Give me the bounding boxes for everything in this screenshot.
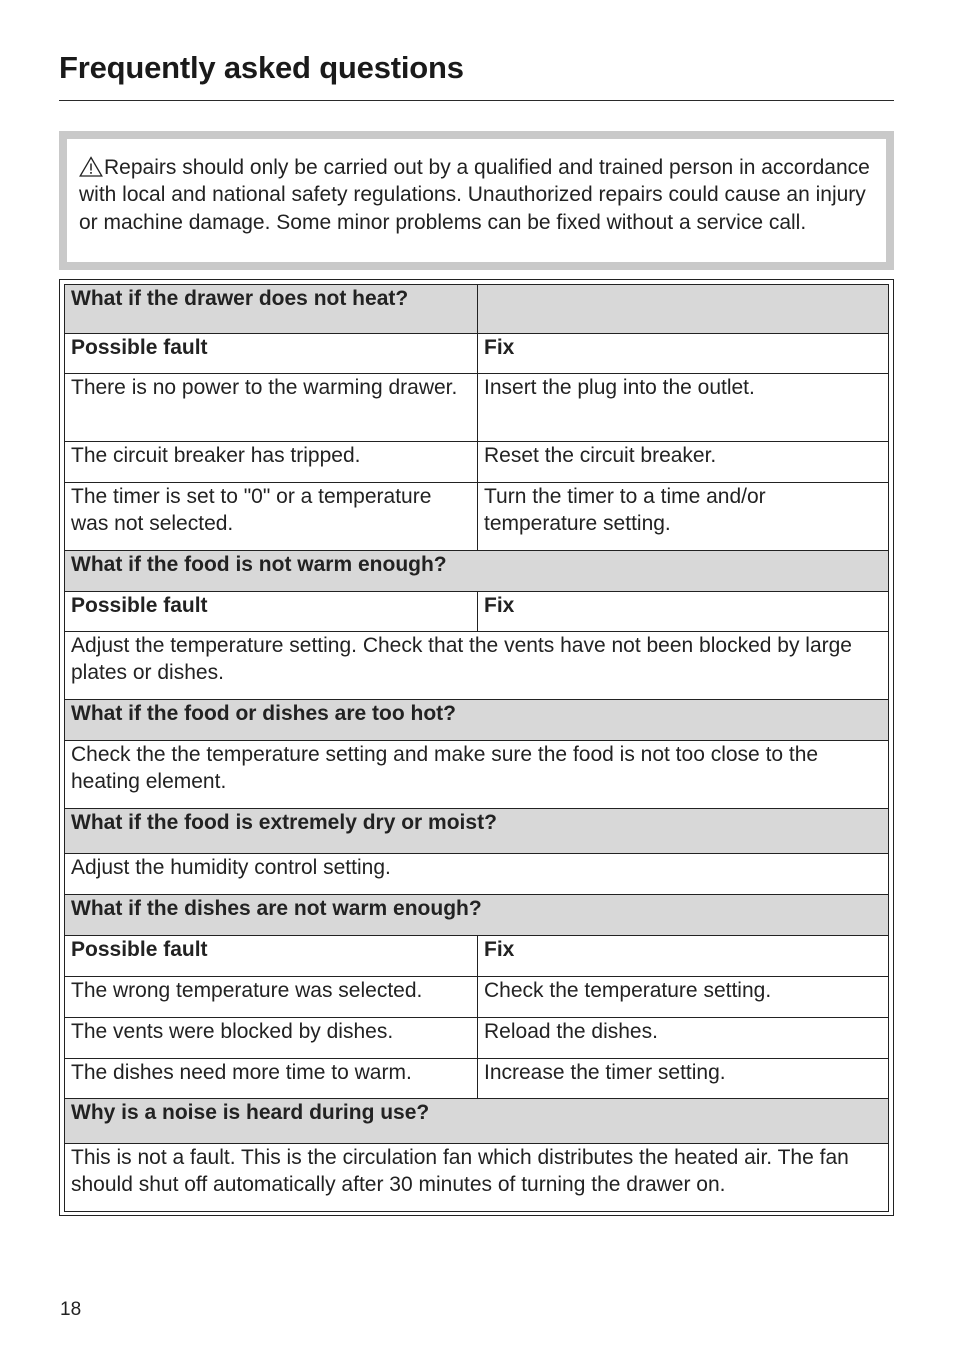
column-header-row	[65, 592, 889, 632]
section-question: What if the drawer does not heat?	[65, 285, 478, 334]
table-row	[65, 374, 889, 442]
table-row	[65, 1059, 889, 1099]
column-header-row	[65, 334, 889, 374]
section-question: Why is a noise is heard during use?	[65, 1099, 889, 1144]
answer-cell: Check the the temperature setting and make sure the food is not too close to the heating element.	[65, 741, 889, 809]
fault-column-header: Possible fault	[65, 936, 478, 977]
table-row	[65, 854, 889, 895]
fault-cell: The dishes need more time to warm.	[65, 1059, 478, 1099]
title-divider	[59, 100, 894, 101]
section-question: What if the food or dishes are too hot?	[65, 700, 889, 741]
faq-table-frame	[59, 279, 894, 1216]
fault-column-header: Possible fault	[65, 334, 478, 374]
column-header-row	[65, 936, 889, 977]
fix-cell: Turn the timer to a time and/or temperature setting.	[478, 483, 889, 551]
fix-cell: Check the temperature setting.	[478, 977, 889, 1018]
section-header-row	[65, 1099, 889, 1144]
section-question: What if the dishes are not warm enough?	[65, 895, 889, 936]
fault-cell: The timer is set to "0" or a temperature was not selected.	[65, 483, 478, 551]
warning-box	[59, 131, 894, 270]
fault-column-header: Possible fault	[65, 592, 478, 632]
warning-triangle-icon	[79, 156, 103, 177]
table-row	[65, 977, 889, 1018]
fix-column-header: Fix	[478, 592, 889, 632]
section-header-row	[65, 551, 889, 592]
section-header-row	[65, 285, 889, 334]
section-question: What if the food is not warm enough?	[65, 551, 889, 592]
fix-cell: Insert the plug into the outlet.	[478, 374, 889, 442]
section-header-blank-cell	[478, 285, 889, 334]
table-row	[65, 483, 889, 551]
table-row	[65, 741, 889, 809]
table-row	[65, 1018, 889, 1059]
fix-column-header: Fix	[478, 334, 889, 374]
answer-cell: Adjust the temperature setting. Check that the vents have not been blocked by large plates or dishes.	[65, 632, 889, 700]
fault-cell: The wrong temperature was selected.	[65, 977, 478, 1018]
fix-cell: Increase the timer setting.	[478, 1059, 889, 1099]
table-row	[65, 1144, 889, 1212]
answer-cell: Adjust the humidity control setting.	[65, 854, 889, 895]
fault-cell: The circuit breaker has tripped.	[65, 442, 478, 483]
fault-cell: There is no power to the warming drawer.	[65, 374, 478, 442]
fix-cell: Reset the circuit breaker.	[478, 442, 889, 483]
section-header-row	[65, 895, 889, 936]
warning-text: Repairs should only be carried out by a qualified and trained person in accordance with local and national safety regulations. Unauthorized repairs could cause an injury or machine damage. Some minor problems can be fixed without a service call.	[79, 156, 870, 234]
answer-cell: This is not a fault. This is the circulation fan which distributes the heated air. The fan should shut off automatically after 30 minutes of turning the drawer on.	[65, 1144, 889, 1212]
table-row	[65, 442, 889, 483]
table-row	[65, 632, 889, 700]
faq-table	[64, 284, 889, 1212]
page-title: Frequently asked questions	[59, 50, 464, 85]
page-number: 18	[60, 1299, 82, 1320]
section-header-row	[65, 700, 889, 741]
fix-column-header: Fix	[478, 936, 889, 977]
fix-cell: Reload the dishes.	[478, 1018, 889, 1059]
section-question: What if the food is extremely dry or moist?	[65, 809, 889, 854]
section-header-row	[65, 809, 889, 854]
fault-cell: The vents were blocked by dishes.	[65, 1018, 478, 1059]
